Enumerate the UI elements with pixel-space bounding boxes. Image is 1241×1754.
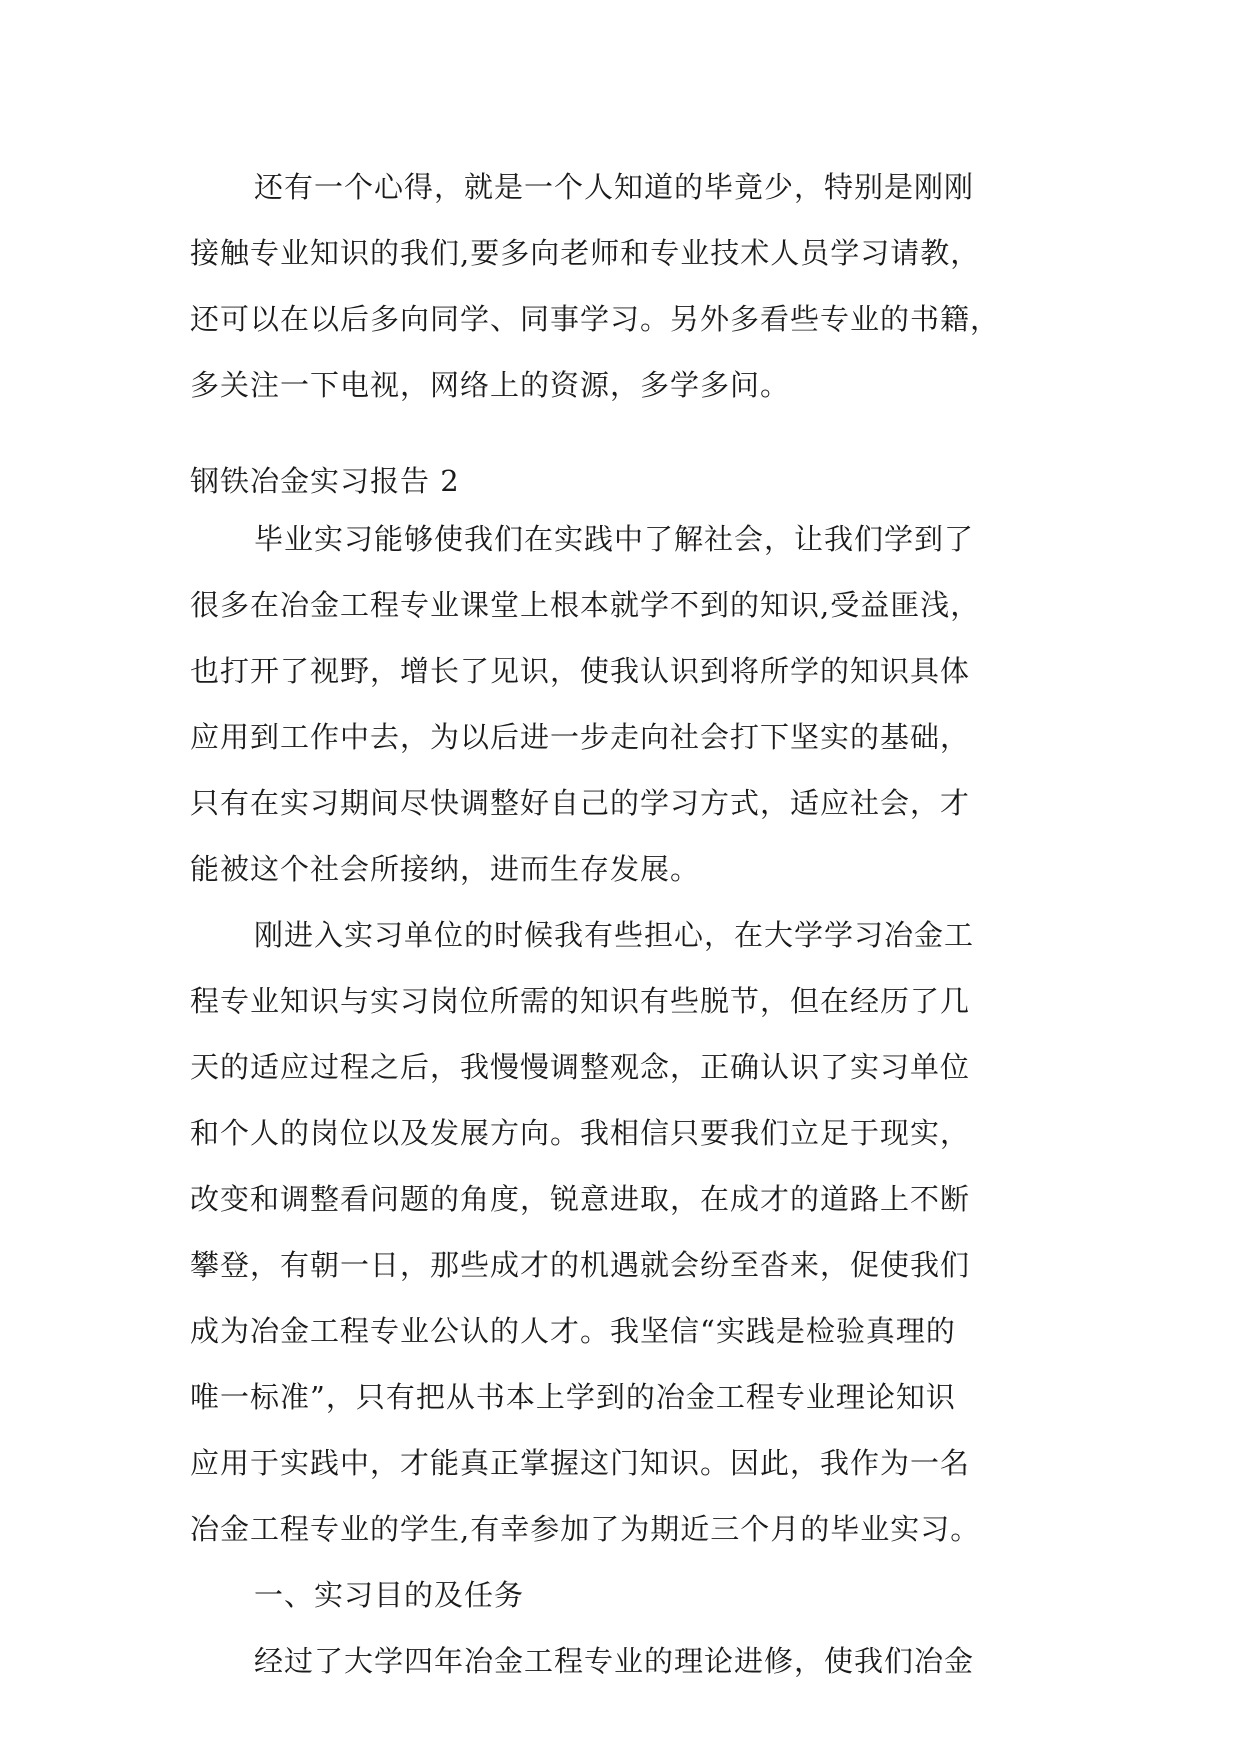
subheading-block <box>190 1562 1070 1628</box>
text-line: 多关注一下电视，网络上的资源，多学多问。 <box>190 368 791 402</box>
text-line: 还可以在以后多向同学、同事学习。另外多看些专业的书籍， <box>190 302 1001 336</box>
text-line: 毕业实习能够使我们在实践中了解社会，让我们学到了 <box>254 522 975 556</box>
text-line: 很多在冶金工程专业课堂上根本就学不到的知识,受益匪浅， <box>190 588 981 622</box>
text-line: 能被这个社会所接纳，进而生存发展。 <box>190 852 701 886</box>
text-line: 接触专业知识的我们,要多向老师和专业技术人员学习请教， <box>190 236 981 270</box>
subheading: 一、实习目的及任务 <box>254 1578 525 1612</box>
text-line: 也打开了视野，增长了见识，使我认识到将所学的知识具体 <box>190 654 971 688</box>
paragraph-4 <box>190 1628 1070 1694</box>
text-line: 应用于实践中，才能真正掌握这门知识。因此，我作为一名 <box>190 1446 971 1480</box>
text-line: 应用到工作中去，为以后进一步走向社会打下坚实的基础， <box>190 720 971 754</box>
text-line: 冶金工程专业的学生,有幸参加了为期近三个月的毕业实习。 <box>190 1512 981 1546</box>
text-line: 只有在实习期间尽快调整好自己的学习方式，适应社会，才 <box>190 786 971 820</box>
section-title: 钢铁冶金实习报告 2 <box>190 464 460 498</box>
paragraph-1 <box>190 154 1070 418</box>
paragraph-2 <box>190 506 1070 902</box>
text-line: 程专业知识与实习岗位所需的知识有些脱节，但在经历了几 <box>190 984 971 1018</box>
text-line: 成为冶金工程专业公认的人才。我坚信“实践是检验真理的 <box>190 1314 956 1348</box>
text-line: 刚进入实习单位的时候我有些担心，在大学学习冶金工 <box>254 918 975 952</box>
text-line: 唯一标准”，只有把从书本上学到的冶金工程专业理论知识 <box>190 1380 956 1414</box>
text-line: 攀登，有朝一日，那些成才的机遇就会纷至沓来，促使我们 <box>190 1248 971 1282</box>
text-line: 改变和调整看问题的角度，锐意进取，在成才的道路上不断 <box>190 1182 971 1216</box>
text-line: 经过了大学四年冶金工程专业的理论进修，使我们冶金 <box>254 1644 975 1678</box>
paragraph-3 <box>190 902 1070 1562</box>
section-title-block <box>190 448 1070 514</box>
text-line: 天的适应过程之后，我慢慢调整观念，正确认识了实习单位 <box>190 1050 971 1084</box>
text-line: 和个人的岗位以及发展方向。我相信只要我们立足于现实， <box>190 1116 971 1150</box>
text-line: 还有一个心得，就是一个人知道的毕竟少，特别是刚刚 <box>254 170 975 204</box>
